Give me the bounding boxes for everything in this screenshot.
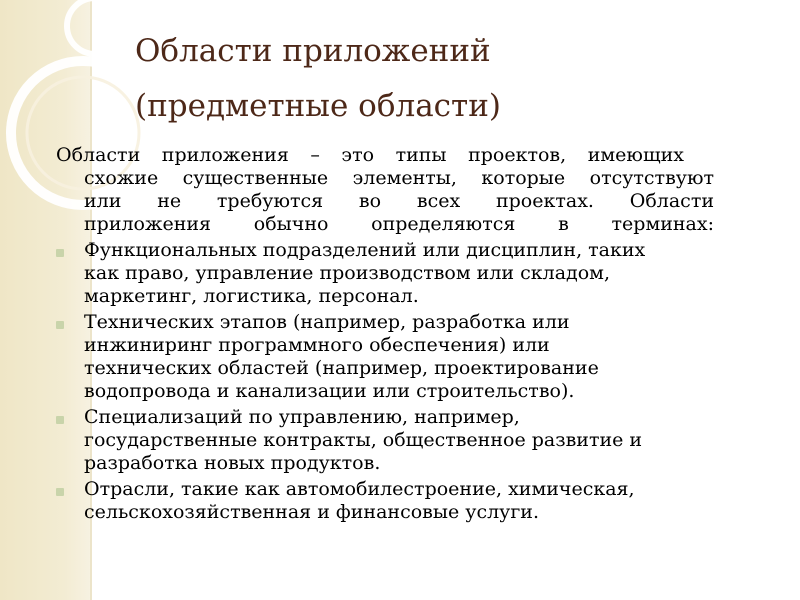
bullet-text-line: разработка новых продуктов. [84,452,381,474]
bullet-text-line: Специализаций по управлению, например, [84,406,520,428]
square-bullet-icon [56,249,64,257]
slide-title-line: (предметные области) [135,88,501,124]
slide-title [135,24,755,134]
bullet-item [56,478,746,524]
intro-line: или не требуются во всех проектах. Области [84,190,714,212]
intro-line: приложения обычно определяются в терминах: [84,213,714,235]
bullet-text-line: Функциональных подразделений или дисциплин, таких [84,239,646,261]
square-bullet-icon [56,321,64,329]
bullet-item [56,311,746,403]
square-bullet-icon [56,416,64,424]
intro-line: Области приложения – это типы проектов, имеющих [56,144,684,166]
bullet-item [56,406,746,475]
bullet-text-line: маркетинг, логистика, персонал. [84,285,419,307]
square-bullet-icon [56,488,64,496]
bullet-text-line: государственные контракты, общественное развитие и [84,429,643,451]
slide-content [56,144,746,524]
bullet-item [56,239,746,308]
slide-title-line: Области приложений [135,33,491,69]
bullet-text-line: технических областей (например, проектирование [84,357,599,379]
bullet-text-line: инжиниринг программного обеспечения) или [84,334,550,356]
bullet-text-line: Отрасли, такие как автомобилестроение, химическая, [84,478,635,500]
bullet-text-line: как право, управление производством или складом, [84,262,610,284]
intro-paragraph [56,144,746,236]
bullet-text-line: сельскохозяйственная и финансовые услуги. [84,501,539,523]
bullet-text-line: Технических этапов (например, разработка или [84,311,570,333]
intro-line: схожие существенные элементы, которые отсутствуют [84,167,714,189]
bullet-text-line: водопровода и канализации или строительство). [84,380,575,402]
